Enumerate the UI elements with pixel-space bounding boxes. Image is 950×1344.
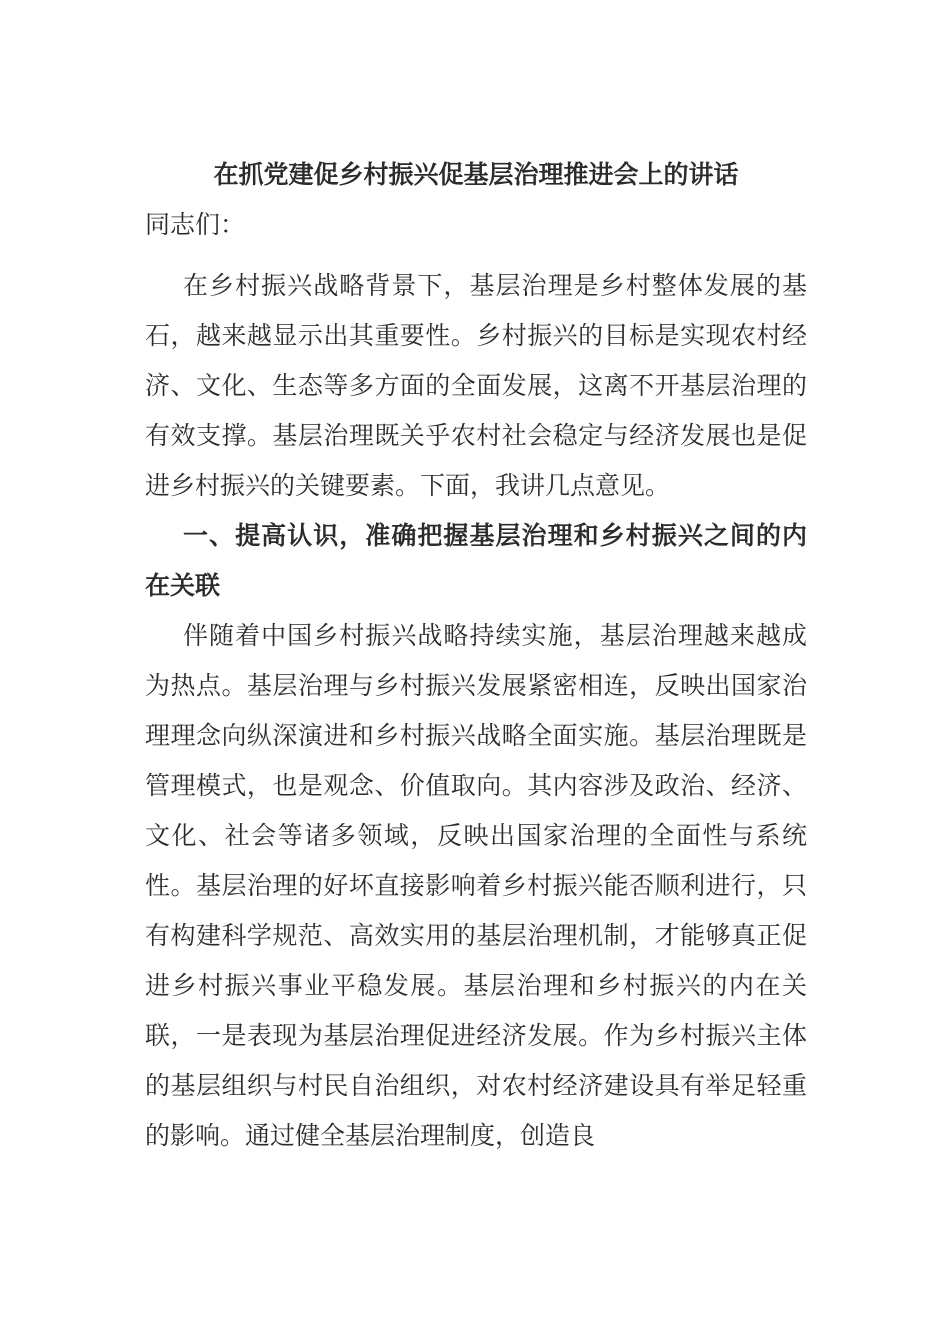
section-heading: 一、提高认识，准确把握基层治理和乡村振兴之间的内在关联 [145, 521, 807, 600]
intro-paragraph: 在乡村振兴战略背景下，基层治理是乡村整体发展的基石，越来越显示出其重要性。乡村振兴的目标是实现农村经济、文化、生态等多方面的全面发展，这离不开基层治理的有效支撑。基层治理既关乎农村社会稳定与经济发展也是促进乡村振兴的关键要素。下面，我讲几点意见。 [145, 271, 807, 500]
document-page [145, 150, 807, 1161]
section-paragraph: 伴随着中国乡村振兴战略持续实施，基层治理越来越成为热点。基层治理与乡村振兴发展紧密相连，反映出国家治理理念向纵深演进和乡村振兴战略全面实施。基层治理既是管理模式，也是观念、价值取向。其内容涉及政治、经济、文化、社会等诸多领域，反映出国家治理的全面性与系统性。基层治理的好坏直接影响着乡村振兴能否顺利进行，只有构建科学规范、高效实用的基层治理机制，才能够真正促进乡村振兴事业平稳发展。基层治理和乡村振兴的内在关联，一是表现为基层治理促进经济发展。作为乡村振兴主体的基层组织与村民自治组织，对农村经济建设具有举足轻重的影响。通过健全基层治理制度，创造良 [145, 621, 807, 1150]
salutation: 同志们： [145, 210, 246, 239]
document-title: 在抓党建促乡村振兴促基层治理推进会上的讲话 [213, 160, 739, 189]
